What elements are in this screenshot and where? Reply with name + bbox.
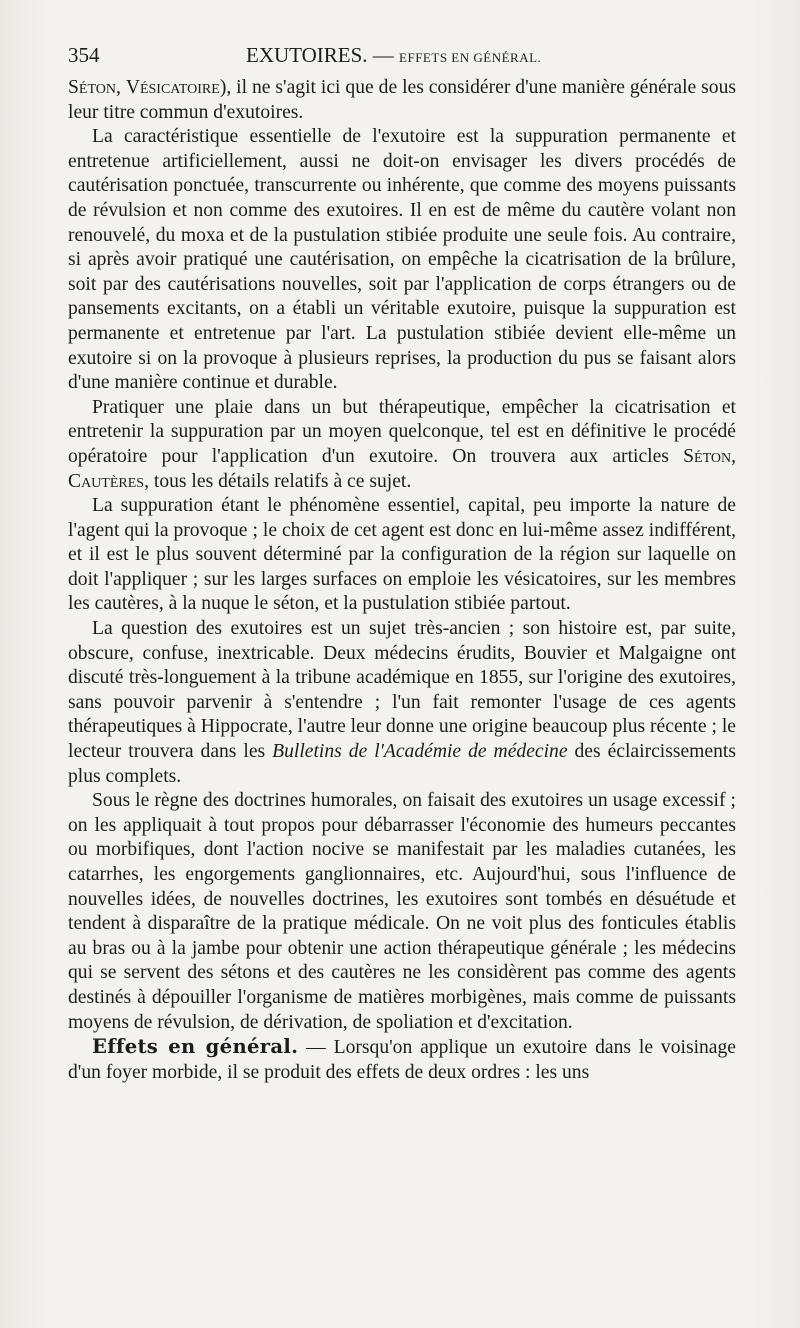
paragraph-3-text-c: , tous les détails relatifs à ce sujet.	[144, 470, 412, 492]
running-header	[68, 40, 736, 70]
paragraph-3-text-b: ,	[731, 445, 736, 467]
paragraph-3-text-a: Pratiquer une plaie dans un but thérapeutique, empêcher la cicatrisation et entretenir la suppuration par un moyen quelconque, tel est en définitive le procédé opératoire pour l'application d'un exutoire. On trouvera aux articles	[68, 396, 736, 467]
paragraph-2: La caractéristique essentielle de l'exutoire est la suppuration permanente et entretenue artificiellement, aussi ne doit-on envisager les divers procédés de cautérisation ponctuée, transcurrente ou inhérente, que comme des moyens puissants de révulsion et non comme des exutoires. Il en est de même du cautère volant non renouvelé, du moxa et de la pustulation stibiée produite une seule fois. Au contraire, si après avoir pratiqué une cautérisation, on empêche la cicatrisation de la brûlure, soit par des cautérisations nouvelles, soit par l'application de corps étrangers ou de pansements excitants, on a établi un véritable exutoire, puisque la suppuration est permanente et entretenue par l'art. La pustulation stibiée devient elle-même un exutoire si on la provoque à plusieurs reprises, la production du pus se faisant alors d'une manière continue et durable.	[68, 126, 736, 394]
term-seton-ref: Séton	[683, 445, 732, 467]
paragraph-5-text-a: La question des exutoires est un sujet très-ancien ; son histoire est, par suite, obscure, confuse, inextricable. Deux médecins érudits, Bouvier et Malgaigne ont discuté très-longuement à la tribune académique en 1855, sur l'origine des exutoires, sans pouvoir parvenir à s'entendre ; l'un fait remonter l'usage de ces agents thérapeutiques à Hippocrate, l'autre leur donne une origine beaucoup plus récente ; le lecteur trouvera dans les	[68, 618, 736, 763]
body-text	[68, 76, 736, 1085]
paragraph-6: Sous le règne des doctrines humorales, on faisait des exutoires un usage excessif ; on les appliquait à tout propos pour débarrasser l'économie des humeurs peccantes ou morbifiques, dont l'action nocive se manifestait par les maladies cutanées, les catarrhes, les engorgements ganglionnaires, etc. Aujourd'hui, sous l'influence de nouvelles idées, de nouvelles doctrines, les exutoires sont tombés en désuétude et tendent à disparaître de la pratique médicale. On ne voit plus des fonticules établis au bras ou à la jambe pour obtenir une action thérapeutique générale ; les médecins qui se servent des sétons et des cautères ne les considèrent pas comme des agents destinés à dépouiller l'organisme de matières morbigènes, mais comme de puissants moyens de révulsion, de dérivation, de spoliation et d'excitation.	[68, 790, 736, 1033]
paragraph-7	[68, 1035, 736, 1085]
paragraph-5-text-b: des éclaircissements plus complets.	[68, 741, 736, 787]
paragraph-5	[68, 617, 736, 789]
term-vesicatoire: Vésicatoire	[125, 77, 220, 98]
paragraph-3	[68, 396, 736, 494]
term-cauteres-ref: Cautères	[68, 470, 145, 492]
bulletins-title: Bulletins de l'Académie de médecine	[272, 741, 568, 763]
paragraph-1-text-b: ), il ne s'agit ici que de les considérer d'une manière générale sous leur titre commun d'exutoires.	[68, 77, 737, 123]
paragraph-7-text: — Lorsqu'on applique un exutoire dans le voisinage d'un foyer morbide, il se produit des effets de deux ordres : les uns	[68, 1037, 736, 1083]
term-seton: Séton	[68, 77, 116, 98]
section-heading: Effets en général.	[92, 1035, 299, 1059]
page-number: 354	[68, 43, 100, 67]
paragraph-1-text-a: ,	[115, 77, 126, 98]
header-subtitle: EFFETS EN GÉNÉRAL.	[399, 50, 542, 65]
paragraph-4: La suppuration étant le phénomène essentiel, capital, peu importe la nature de l'agent qui la provoque ; le choix de cet agent est donc en lui-même assez indifférent, et il est le plus souvent déterminé par la configuration de la région sur laquelle on doit l'appliquer ; sur les larges surfaces on emploie les vésicatoires, sur les membres les cautères, à la nuque le séton, et la pustulation stibiée partout.	[68, 495, 736, 615]
paragraph-1	[68, 76, 736, 125]
running-title	[246, 40, 541, 73]
header-separator: —	[372, 43, 394, 67]
header-title: EXUTOIRES.	[246, 43, 368, 67]
